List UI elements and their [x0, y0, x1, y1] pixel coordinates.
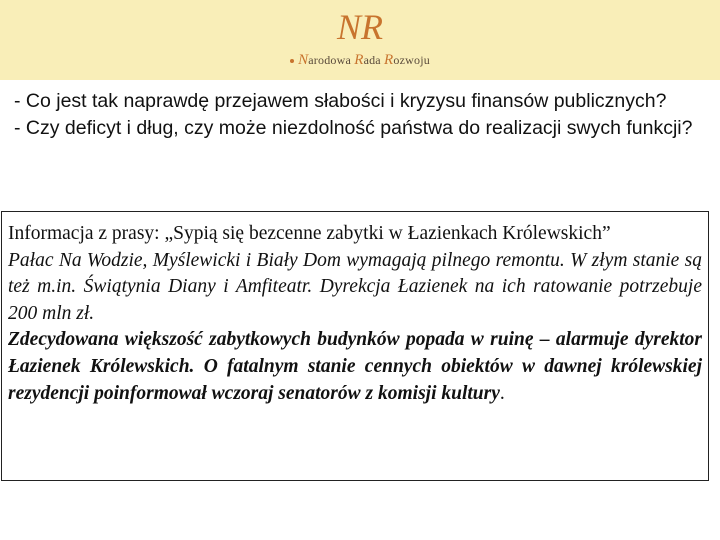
press-paragraph-2-end: .: [499, 382, 505, 404]
logo-monogram-text: NR: [336, 7, 384, 47]
press-paragraph-2: Zdecydowana większość zabytkowych budynków popada w ruinę – alarmuje dyrektor Łazienek Królewskich. O fatalnym stanie cennych obiektów w dawnej królewskiej rezydencji poinformował wczoraj senatorów z komisji kultury: [8, 329, 702, 404]
org-name-part-1: arodowa: [308, 53, 355, 67]
org-name-initial-3: R: [384, 52, 394, 68]
press-info-box: [1, 211, 709, 481]
press-paragraph-1: Pałac Na Wodzie, Myślewicki i Biały Dom wymagają pilnego remontu. W złym stanie są też m.in. Świątynia Diany i Amfiteatr. Dyrekcja Łazienek na ich ratowanie potrzebuje 200 mln zł.: [8, 249, 702, 324]
logo-monogram: [330, 6, 390, 48]
press-intro: Informacja z prasy: „Sypią się bezcenne zabytki w Łazienkach Królewskich”: [8, 223, 611, 244]
logo-bullet-icon: [290, 59, 294, 63]
question-1: - Co jest tak naprawdę przejawem słabości i kryzysu finansów publicznych?: [14, 90, 667, 112]
question-2: - Czy deficyt i dług, czy może niezdolność państwa do realizacji swych funkcji?: [14, 116, 693, 139]
press-paragraph-2-wrap: [8, 327, 702, 407]
org-name-part-2: ada: [363, 53, 385, 67]
org-name-part-3: ozwoju: [393, 53, 430, 67]
questions-block: [14, 88, 706, 141]
header-band: [0, 0, 720, 80]
org-name: [0, 52, 720, 69]
org-name-initial-2: R: [354, 52, 364, 68]
org-name-initial-1: N: [298, 52, 309, 68]
